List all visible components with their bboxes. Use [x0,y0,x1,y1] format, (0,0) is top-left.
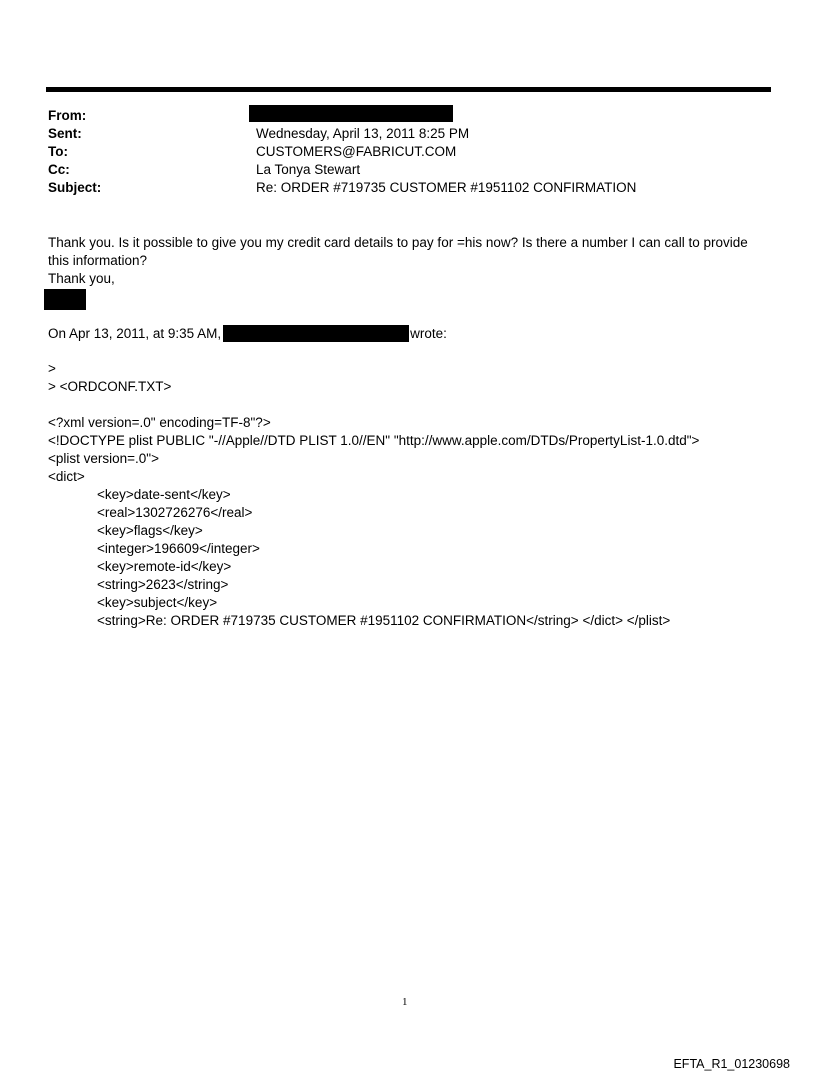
xml-line: <real>1302726276</real> [97,505,253,520]
to-label: To: [48,144,68,159]
subject-label: Subject: [48,180,102,195]
to-value: CUSTOMERS@FABRICUT.COM [256,144,457,159]
xml-dict-open: <dict> [48,469,85,484]
quote-intro [48,325,447,343]
xml-line: <string>Re: ORDER #719735 CUSTOMER #1951102 CONFIRMATION</string> </dict> </plist> [97,613,671,628]
xml-line: <string>2623</string> [97,577,229,592]
cc-value: La Tonya Stewart [256,162,361,177]
sent-value: Wednesday, April 13, 2011 8:25 PM [256,126,470,141]
redacted-quoted-sender [223,325,409,342]
xml-doctype: <!DOCTYPE plist PUBLIC "-//Apple//DTD PLIST 1.0//EN" "http://www.apple.com/DTDs/PropertyList-1.0.dtd"> [48,433,700,448]
attachment-line: > <ORDCONF.TXT> [48,379,172,394]
xml-declaration: <?xml version=.0" encoding=TF-8"?> [48,415,271,430]
redacted-signature [44,289,86,310]
subject-row [48,179,768,197]
sent-row [48,125,768,143]
xml-line: <key>subject</key> [97,595,218,610]
cc-row [48,161,768,179]
page-number: 1 [402,996,408,1008]
subject-value: Re: ORDER #719735 CUSTOMER #1951102 CONFIRMATION [256,180,637,195]
document-id: EFTA_R1_01230698 [673,1057,790,1071]
xml-line: <key>flags</key> [97,523,203,538]
quote-intro-suffix: wrote: [410,326,447,341]
xml-line: <integer>196609</integer> [97,541,260,556]
message-paragraph: Thank you. Is it possible to give you my credit card details to pay for =his now? Is there a number I can call to provide this information? [48,235,748,268]
from-row [48,107,768,125]
cc-label: Cc: [48,162,70,177]
from-label: From: [48,108,87,123]
email-header [48,107,768,197]
sent-label: Sent: [48,126,82,141]
xml-plist-open: <plist version=.0"> [48,451,159,466]
message-closing: Thank you, [48,271,115,286]
xml-line: <key>date-sent</key> [97,487,231,502]
quote-intro-prefix: On Apr 13, 2011, at 9:35 AM, [48,326,222,341]
xml-line: <key>remote-id</key> [97,559,232,574]
quote-marker: > [48,361,56,376]
to-row [48,143,768,161]
redacted-sender [249,105,453,122]
header-rule [46,87,771,92]
